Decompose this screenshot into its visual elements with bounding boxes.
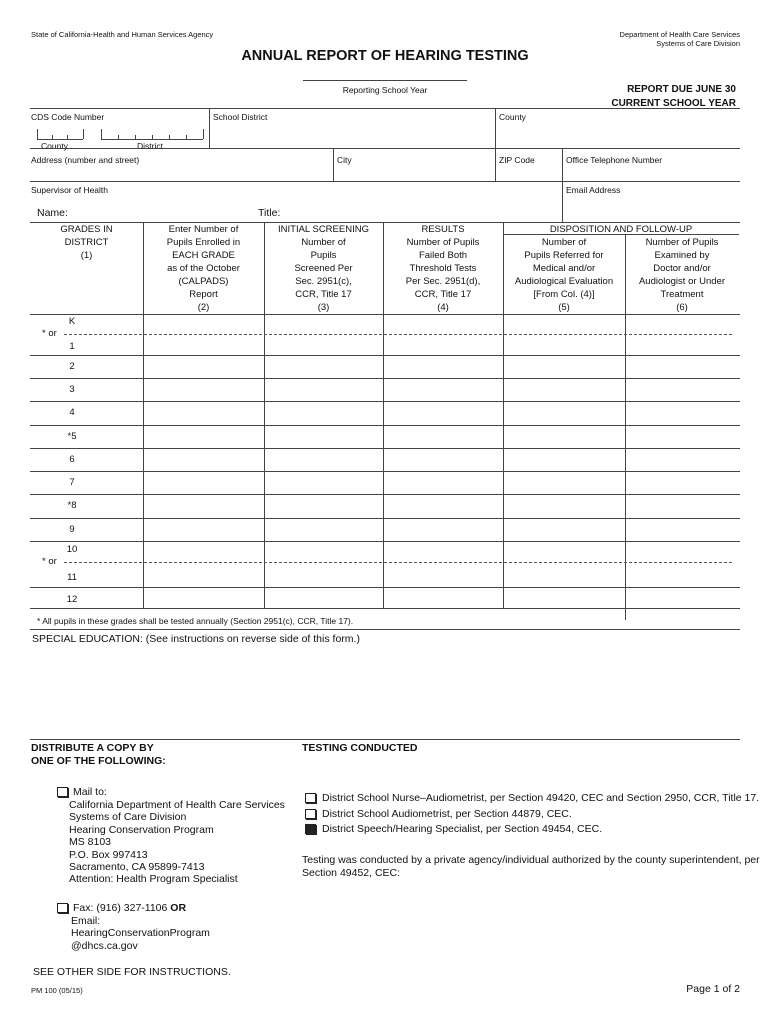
col-header-results: RESULTS Number of Pupils Failed Both Threshold Tests Per Sec. 2951(d), CCR, Title 17 (4) [405, 224, 481, 313]
email-label: Email Address [566, 185, 621, 195]
table-row [30, 471, 740, 472]
cds-county-sub: County [41, 141, 68, 151]
option-audiometrist-checkbox[interactable] [305, 809, 316, 819]
table-row [30, 494, 740, 495]
grade-6: 6 [69, 454, 75, 465]
mail-checkbox[interactable] [57, 787, 68, 797]
reporting-year-label: Reporting School Year [342, 85, 428, 95]
zip-label: ZIP Code [499, 155, 535, 165]
report-due-line1: REPORT DUE JUNE 30 [627, 84, 736, 95]
table-bottom-rule [30, 608, 740, 609]
table-row [30, 378, 740, 379]
cds-district-boxes [101, 139, 203, 140]
grade-1: 1 [69, 341, 75, 352]
col-header-screening: INITIAL SCREENING Number of Pupils Screened Per Sec. 2951(c), CCR, Title 17 (3) [278, 224, 369, 313]
table-row [30, 401, 740, 402]
agency-right-line1: Department of Health Care Services [619, 30, 740, 39]
agency-right-line2: Systems of Care Division [656, 39, 740, 48]
grade-12: 12 [66, 594, 78, 605]
table-footnote: * All pupils in these grades shall be tested annually (Section 2951(c), CCR, Title 17). [37, 616, 354, 626]
office-phone-label: Office Telephone Number [566, 155, 663, 165]
county-label: County [499, 112, 526, 122]
table-row [30, 355, 740, 356]
rule [30, 629, 740, 630]
grade-10: 10 [66, 544, 78, 555]
agency-left: State of California-Health and Human Services Agency [31, 30, 214, 39]
col-header-enrolled: Enter Number of Pupils Enrolled in EACH GRADE as of the October (CALPADS) Report (2) [166, 224, 241, 313]
or-marker: * or [42, 328, 57, 339]
page-number: Page 1 of 2 [686, 983, 740, 995]
option-speech-label: District Speech/Hearing Specialist, per Section 49454, CEC. [322, 823, 603, 835]
address-label: Address (number and street) [31, 155, 140, 165]
form-title: ANNUAL REPORT OF HEARING TESTING [241, 48, 529, 64]
k-or-1-divider [64, 334, 732, 335]
form-id: PM 100 (05/15) [31, 986, 83, 995]
table-row [30, 448, 740, 449]
option-audiometrist-label: District School Audiometrist, per Section 44879, CEC. [322, 808, 572, 820]
grade-7: 7 [69, 477, 75, 488]
table-row [30, 587, 740, 588]
special-education-label: SPECIAL EDUCATION: (See instructions on reverse side of this form.) [32, 633, 360, 645]
city-label: City [337, 155, 352, 165]
testing-heading: TESTING CONDUCTED [302, 742, 418, 754]
col-header-disposition: DISPOSITION AND FOLLOW-UP [549, 224, 693, 235]
table-row [30, 425, 740, 426]
rule [30, 108, 740, 109]
table-row [30, 541, 740, 542]
mail-label: Mail to: [73, 786, 107, 798]
mail-address: California Department of Health Care Services Systems of Care Division Hearing Conservation Program MS 8103 P.O. Box 997413 Sacramento, CA 95899-7413 Attention: Health Program Specialist [69, 799, 285, 886]
report-due-line2: CURRENT SCHOOL YEAR [611, 97, 736, 109]
col-header-examined: Number of Pupils Examined by Doctor and/or Audiologist or Under Treatment (6) [638, 237, 726, 313]
option-speech-checkbox[interactable] [305, 824, 316, 834]
fax-label: Fax: (916) 327-1106 OR [73, 902, 187, 914]
table-row [30, 518, 740, 519]
grade-4: 4 [69, 407, 75, 418]
rule [30, 181, 740, 182]
grade-8: *8 [67, 500, 77, 511]
col-header-referred: Number of Pupils Referred for Medical and/or Audiological Evaluation [From Col. (4)] (5) [514, 237, 614, 313]
grade-5: *5 [67, 431, 77, 442]
supervisor-label: Supervisor of Health [31, 185, 109, 195]
report-due [611, 83, 736, 110]
distribute-heading: DISTRIBUTE A COPY BY ONE OF THE FOLLOWING: [31, 742, 166, 767]
name-label: Name: [37, 207, 68, 219]
rule [30, 148, 740, 149]
reporting-year-line [303, 80, 467, 81]
agency-right [620, 30, 740, 48]
cds-district-sub: District [137, 141, 163, 151]
grade-9: 9 [69, 524, 75, 535]
10-or-11-divider [64, 562, 732, 563]
grade-2: 2 [69, 361, 75, 372]
fax-or: OR [170, 902, 187, 914]
col-header-grades: GRADES IN DISTRICT (1) [60, 224, 113, 261]
grade-11: 11 [67, 572, 77, 583]
see-other-side: SEE OTHER SIDE FOR INSTRUCTIONS. [33, 966, 231, 978]
grade-k: K [68, 316, 76, 327]
header-bottom-rule [30, 314, 740, 315]
title-label: Title: [258, 207, 281, 219]
option-nurse-checkbox[interactable] [305, 793, 316, 803]
email-address: Email: HearingConservationProgram @dhcs.ca.gov [71, 915, 210, 952]
distribution-rule [30, 739, 740, 740]
grade-3: 3 [69, 384, 75, 395]
option-nurse-label: District School Nurse–Audiometrist, per Section 49420, CEC and Section 2950, CCR, Title 17. [322, 792, 760, 804]
or-marker-2: * or [42, 556, 57, 567]
fax-email-checkbox[interactable] [57, 903, 68, 913]
school-district-label: School District [213, 112, 268, 122]
cds-county-boxes [37, 139, 83, 140]
private-agency-text: Testing was conducted by a private agency/individual authorized by the county superintendent, per Section 49452, CEC: [302, 854, 760, 879]
cds-code-label: CDS Code Number [31, 112, 105, 122]
